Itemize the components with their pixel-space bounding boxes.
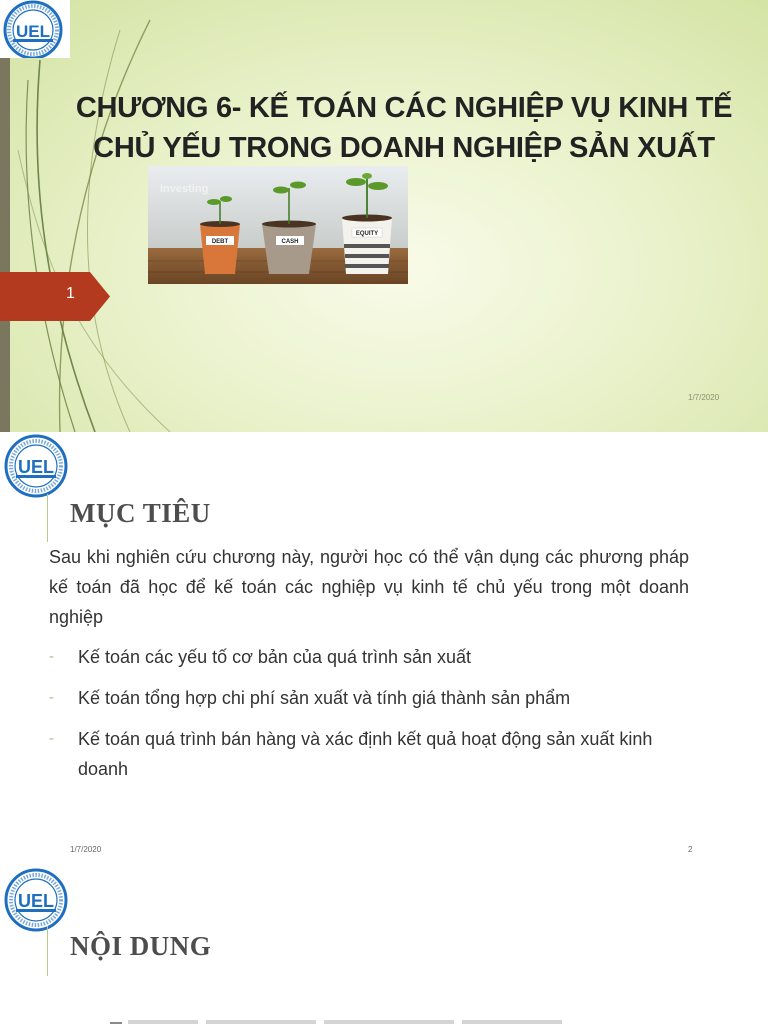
svg-text:UEL: UEL xyxy=(18,891,54,911)
svg-text:DEBT: DEBT xyxy=(211,239,229,245)
section-heading: MỤC TIÊU xyxy=(70,498,211,528)
footer-date: 1/7/2020 xyxy=(70,845,102,854)
intro-paragraph: Sau khi nghiên cứu chương này, người học có thể vận dụng các phương pháp kế toán đã học để kế toán các nghiệp vụ kinh tế chủ yếu trong một doanh nghiệp xyxy=(49,547,689,627)
page-number: 2 xyxy=(688,845,693,854)
svg-text:EQUITY: EQUITY xyxy=(355,231,379,237)
svg-text:CASH: CASH xyxy=(281,239,299,245)
uel-logo xyxy=(0,0,68,58)
objectives-list xyxy=(49,642,689,795)
title-line-1: CHƯƠNG 6- KẾ TOÁN CÁC NGHIỆP VỤ KINH TẾ xyxy=(75,92,733,124)
cropped-text-line xyxy=(110,1018,570,1024)
dash-bullet: - xyxy=(49,648,54,665)
contents-slide xyxy=(0,864,768,1024)
photo-overlay-label: Investing xyxy=(160,183,209,195)
heading-rule xyxy=(47,926,48,976)
slide-number-tab xyxy=(0,272,110,321)
dash-bullet: - xyxy=(49,730,54,747)
uel-logo xyxy=(2,434,70,498)
dash-bullet: - xyxy=(49,689,54,706)
objectives-slide xyxy=(0,432,768,864)
logo-container xyxy=(0,0,70,58)
heading-rule xyxy=(47,494,48,542)
title-line-2: CHỦ YẾU TRONG DOANH NGHIỆP SẢN XUẤT xyxy=(93,132,715,164)
slide-date: 1/7/2020 xyxy=(688,393,720,402)
uel-logo xyxy=(2,868,70,932)
list-item: - Kế toán các yếu tố cơ bản của quá trình sản xuất xyxy=(49,642,689,672)
svg-text:UEL: UEL xyxy=(18,457,54,477)
list-item: - Kế toán tổng hợp chi phí sản xuất và tính giá thành sản phẩm xyxy=(49,683,689,713)
slide-number: 1 xyxy=(66,285,75,302)
svg-text:UEL: UEL xyxy=(16,22,50,41)
slide-title xyxy=(40,88,768,168)
list-item: - Kế toán quá trình bán hàng và xác định kết quả hoạt động sản xuất kinh doanh xyxy=(49,724,689,784)
plants-photo xyxy=(148,166,408,284)
section-heading: NỘI DUNG xyxy=(70,931,212,961)
title-slide xyxy=(0,0,768,432)
